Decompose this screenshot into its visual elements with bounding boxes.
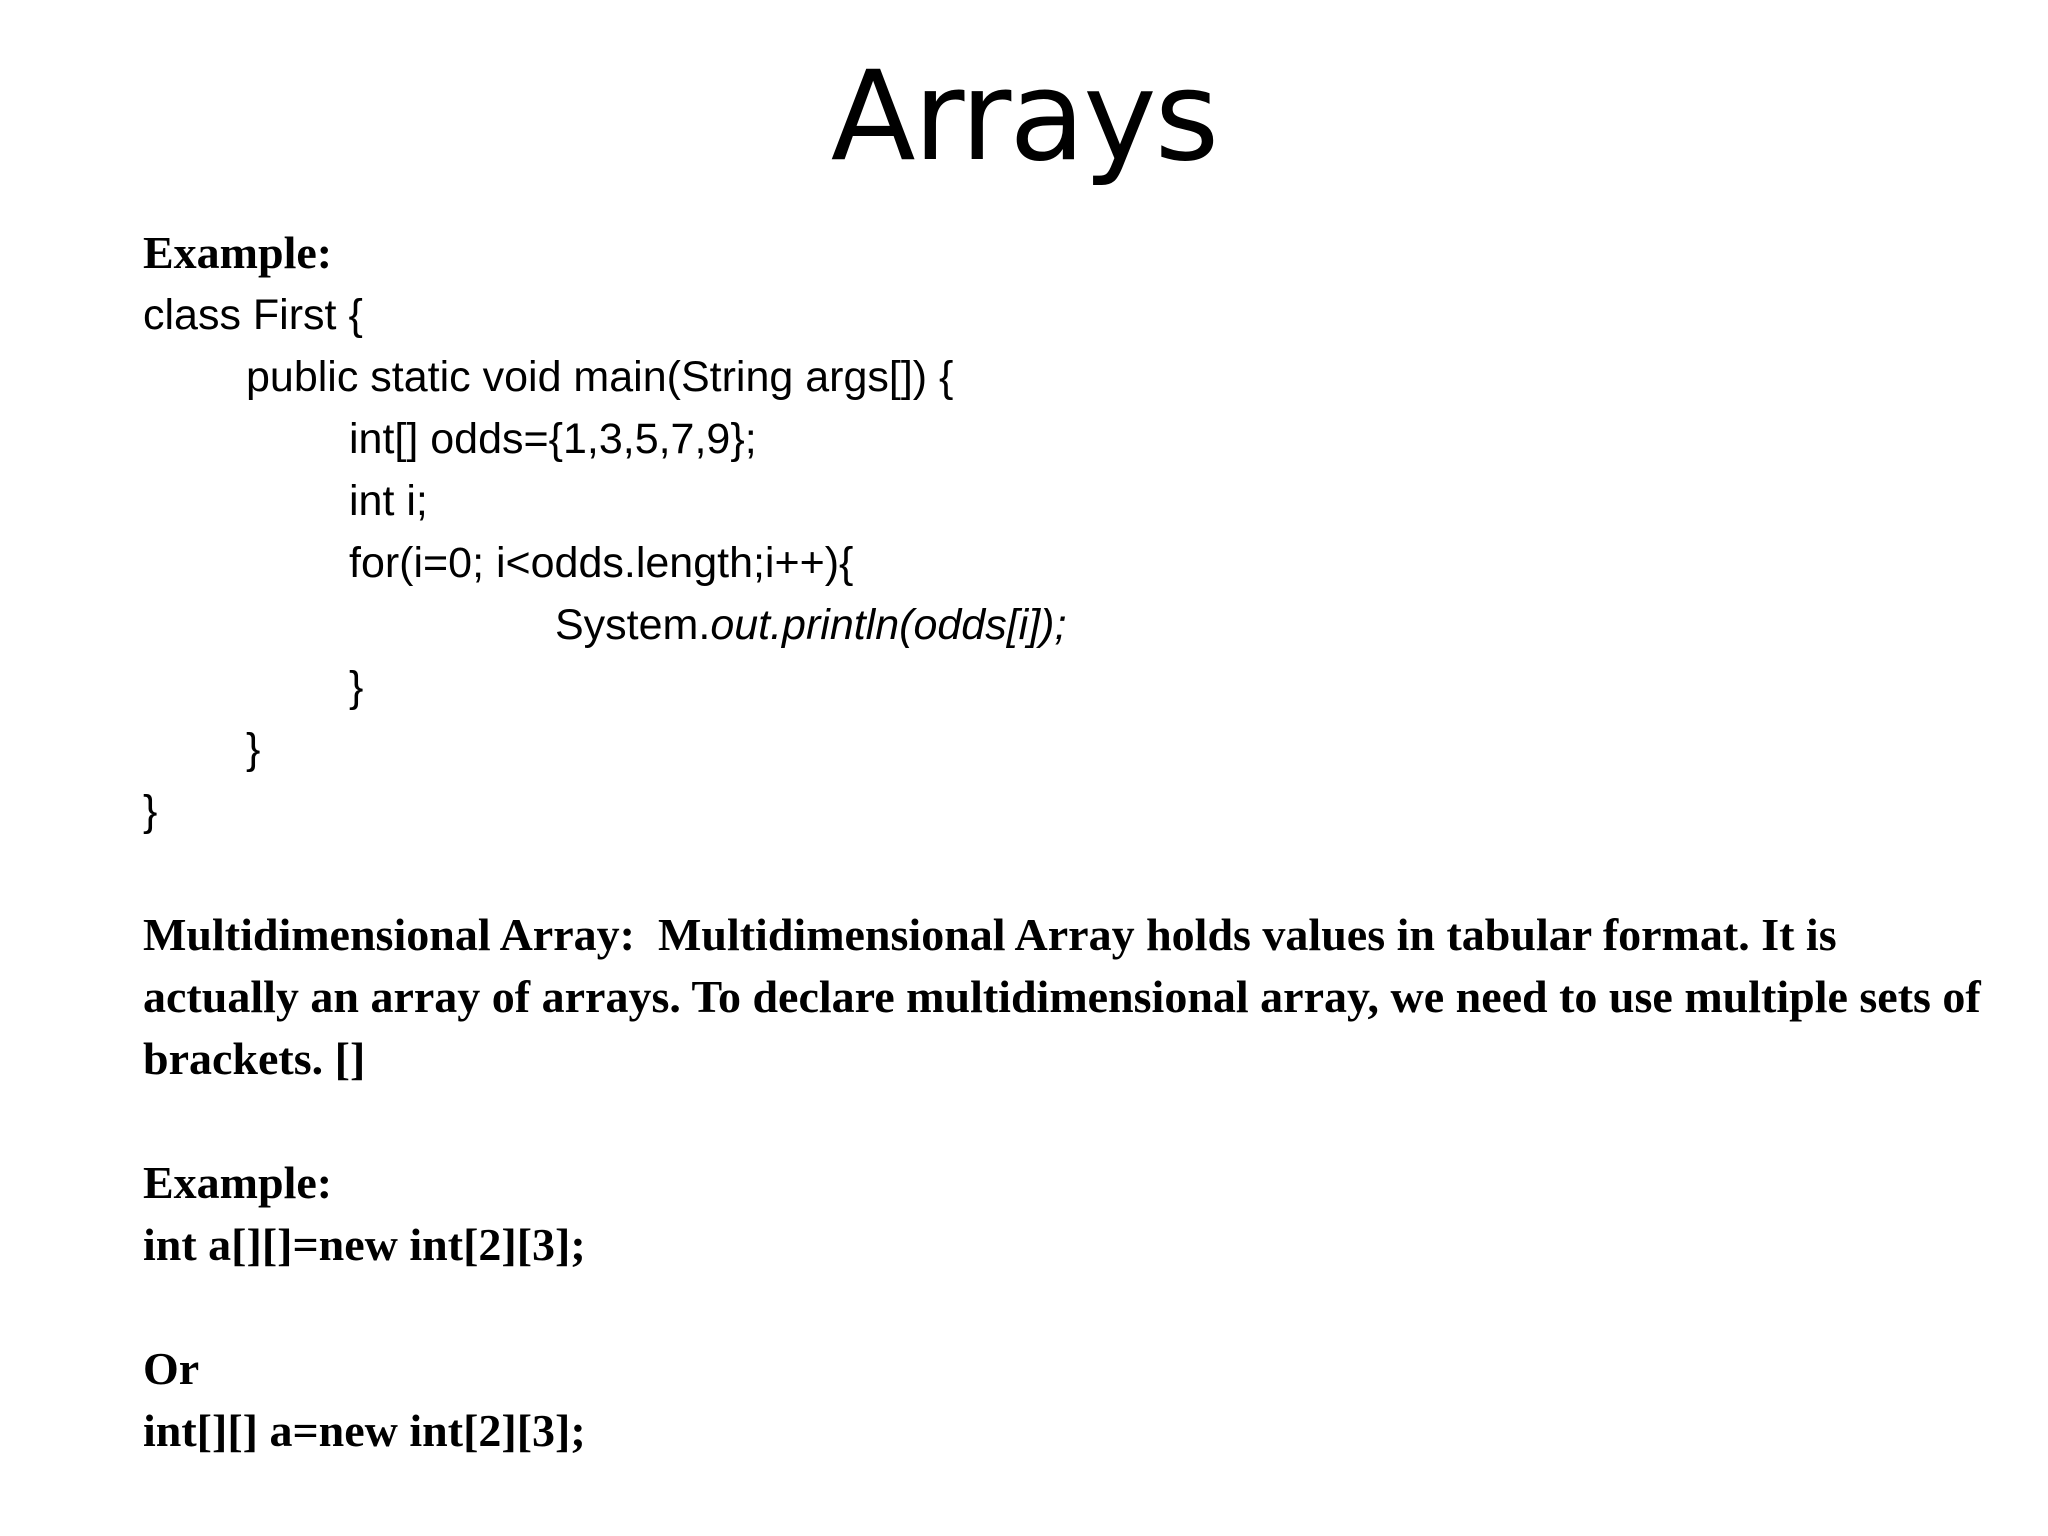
code-line (143, 594, 2003, 656)
code-line: class First { (143, 291, 363, 339)
spacer (143, 1090, 2003, 1152)
multidimensional-text: Multidimensional Array holds values in tabular format. It is actually an array of arrays. To declare multidimensional array, we need to use multiple sets of brackets. [] (143, 909, 1981, 1084)
code-line: for(i=0; i<odds.length;i++){ (349, 539, 854, 587)
code-line: int[] odds={1,3,5,7,9}; (349, 415, 757, 463)
example-label: Example: (143, 1157, 333, 1208)
multidimensional-label: Multidimensional Array: (143, 909, 635, 960)
declaration-line: int a[][]=new int[2][3]; (143, 1219, 586, 1270)
code-line: } (246, 725, 261, 773)
code-line: int i; (349, 477, 428, 525)
spacer (143, 842, 2003, 904)
code-block (143, 284, 2003, 842)
code-line: } (349, 663, 364, 711)
slide-body (143, 222, 2003, 1462)
multidimensional-paragraph (143, 904, 1993, 1090)
declaration-line: int[][] a=new int[2][3]; (143, 1405, 586, 1456)
spacer (143, 1276, 2003, 1338)
code-text: System. (555, 601, 711, 649)
code-line: public static void main(String args[]) { (246, 353, 954, 401)
code-text-italic: out.println(odds[i]); (710, 601, 1067, 649)
code-line: } (143, 787, 158, 835)
slide-title: Arrays (830, 45, 1218, 189)
or-label: Or (143, 1343, 200, 1394)
example-label: Example: (143, 227, 333, 278)
